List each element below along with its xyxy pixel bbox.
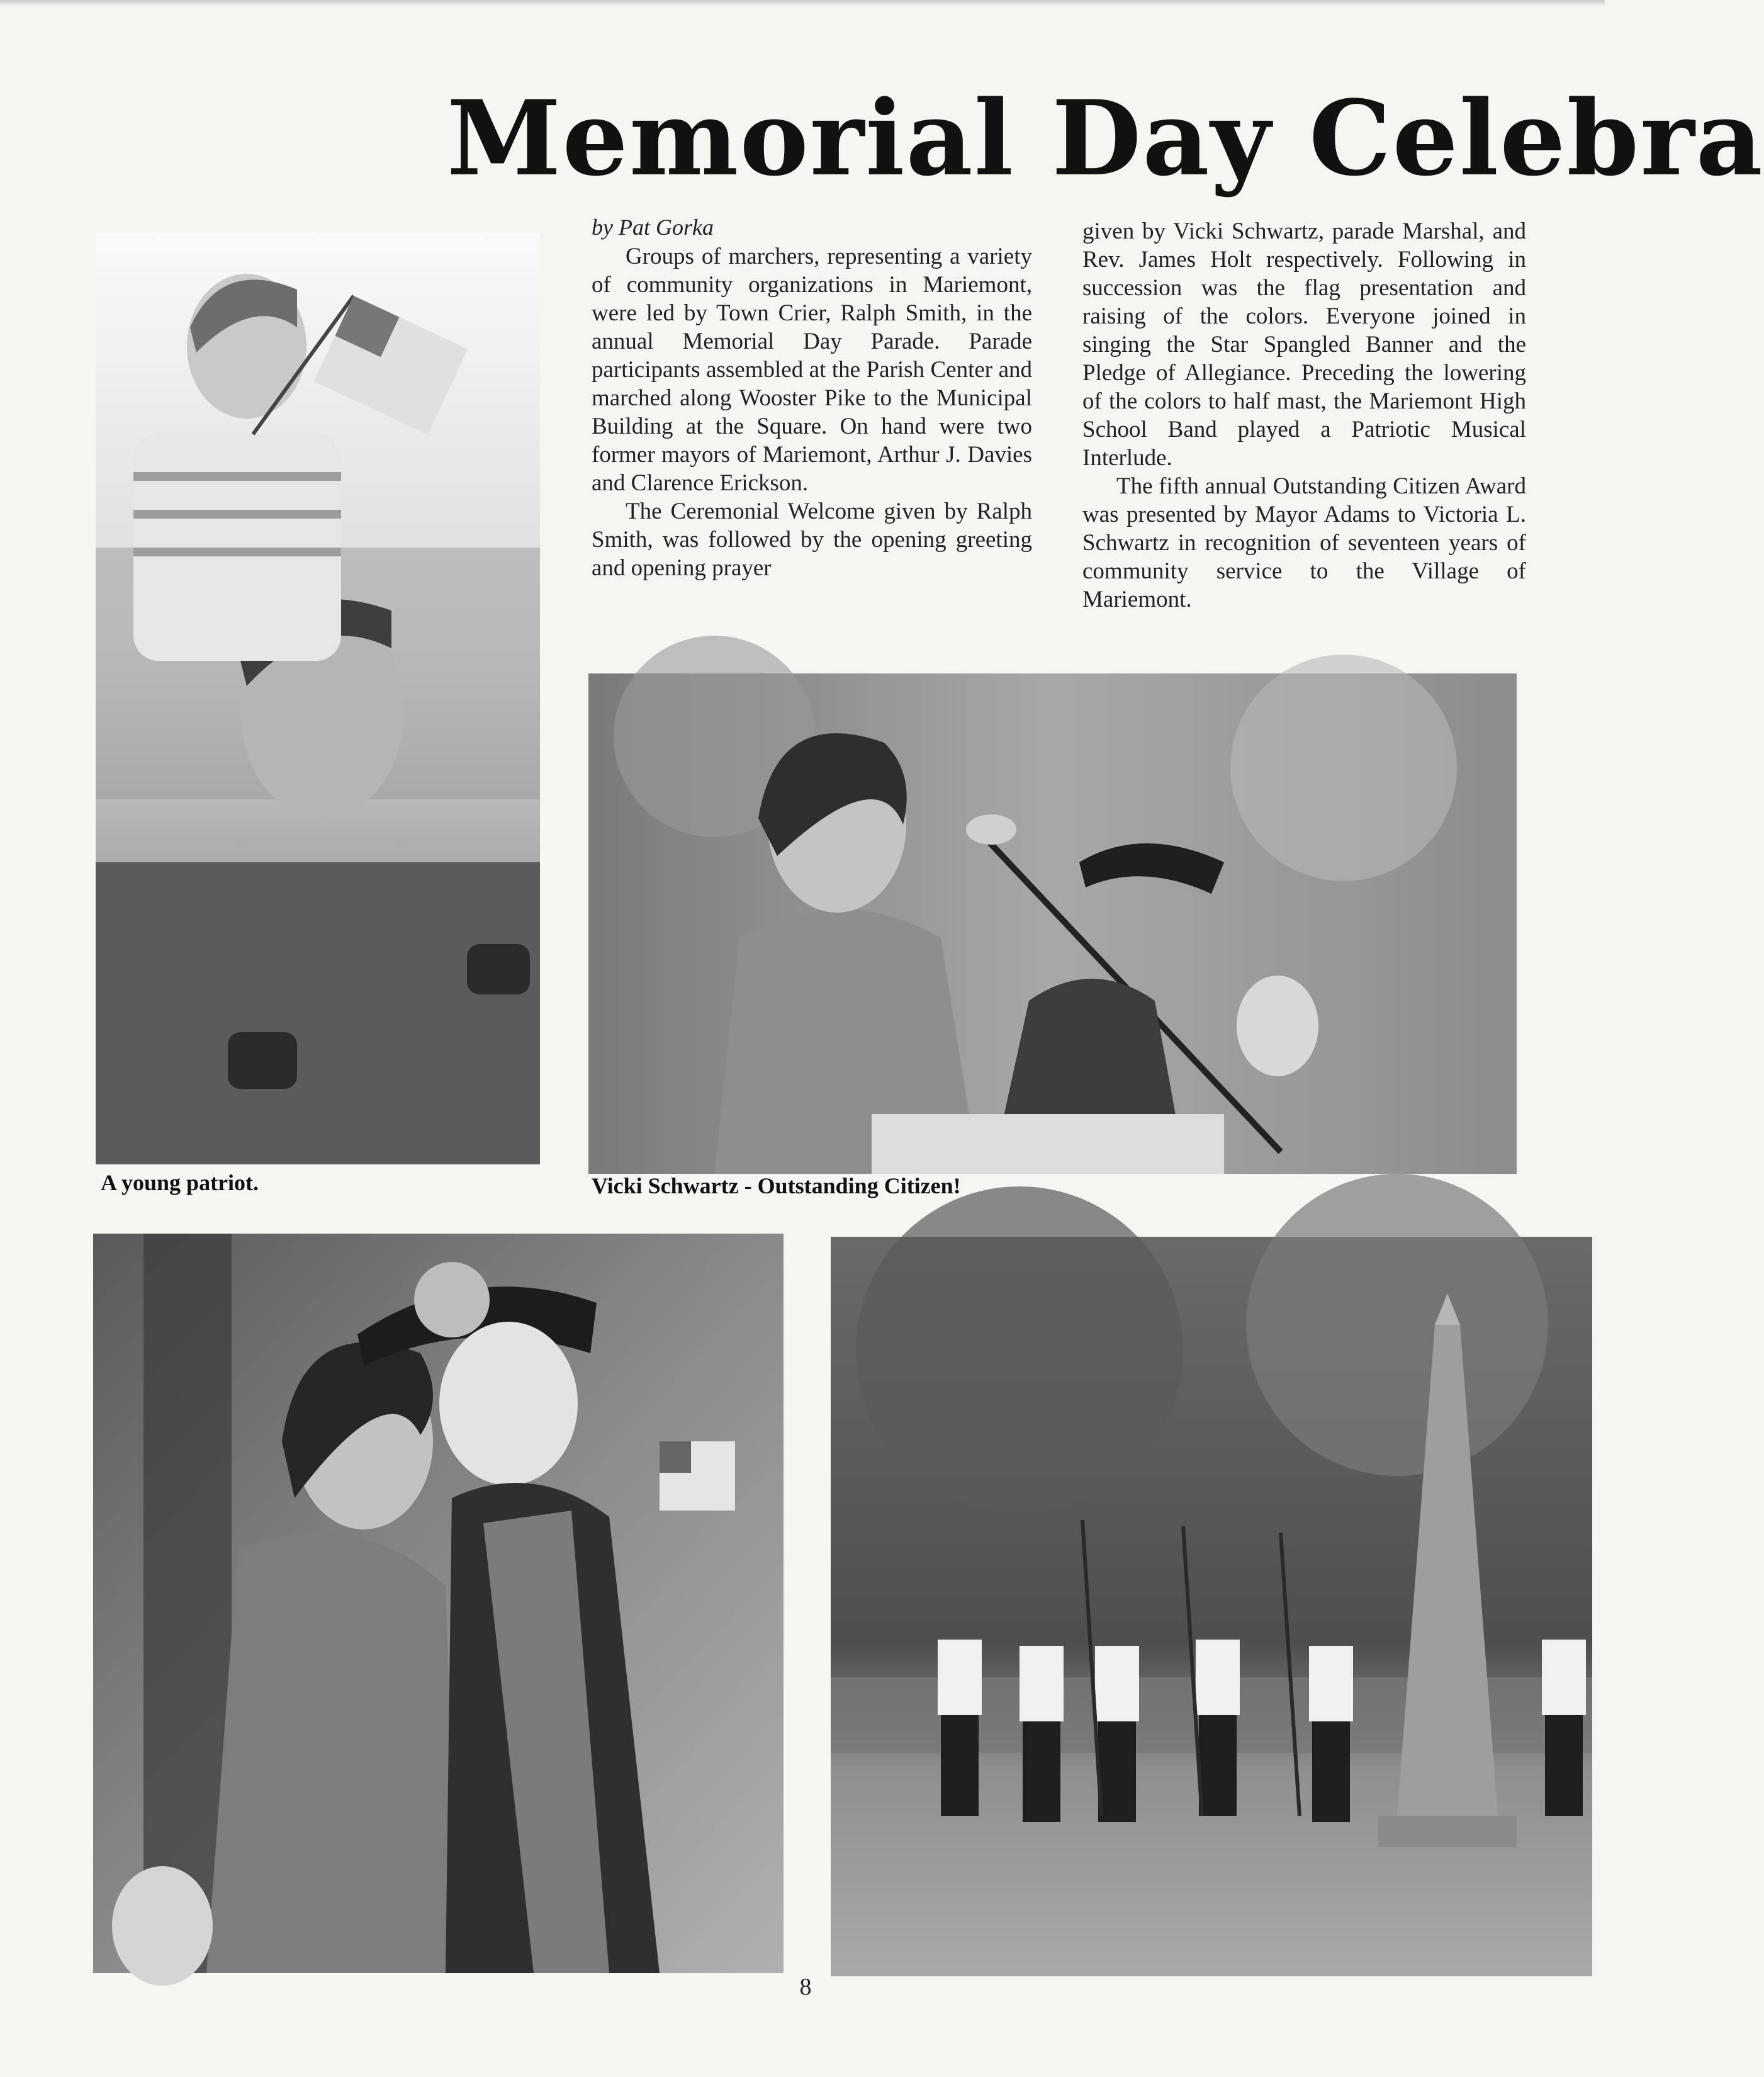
headline: Memorial Day Celebra: [447, 77, 1764, 199]
article-column-right: [1082, 217, 1526, 614]
paragraph: Groups of marchers, representing a variety of community organizations in Mariemont, were led by Town Crier, Ralph Smith, in the annual Memorial Day Parade. Parade participants assembled at the Parish Center and marched along Wooster Pike to the Municipal Building at the Square. On hand were two former mayors of Mariemont, Arthur J. Davies and Clarence Erickson.: [592, 244, 1032, 496]
article-column-left: [592, 242, 1032, 582]
byline: by Pat Gorka: [592, 215, 714, 240]
photo-young-patriot: [96, 233, 540, 1164]
photo-outstanding-citizen: [588, 673, 1517, 1174]
paragraph: given by Vicki Schwartz, parade Marshal, and Rev. James Holt respectively. Following in succession was the flag presentation and raising of the colors. Everyone joined in singing the Star Spangled Banner and the Pledge of Allegiance. Preceding the lowering of the colors to half mast, the Mariemont High School Band played a Patriotic Musical Interlude.: [1082, 218, 1526, 471]
paragraph: The fifth annual Outstanding Citizen Award was presented by Mayor Adams to Victoria L. Schwartz in recognition of seventeen years of community service to the Village of Mariemont.: [1082, 473, 1526, 612]
paragraph: The Ceremonial Welcome given by Ralph Smith, was followed by the opening greeting and opening prayer: [592, 498, 1032, 581]
photo-flag-ceremony: [831, 1237, 1592, 1976]
caption-outstanding-citizen: Vicki Schwartz - Outstanding Citizen!: [592, 1173, 961, 1198]
top-edge-shadow: [0, 0, 1605, 6]
page-number: 8: [799, 1974, 812, 2000]
caption-young-patriot: A young patriot.: [101, 1170, 259, 1195]
photo-embrace: [93, 1234, 784, 1973]
